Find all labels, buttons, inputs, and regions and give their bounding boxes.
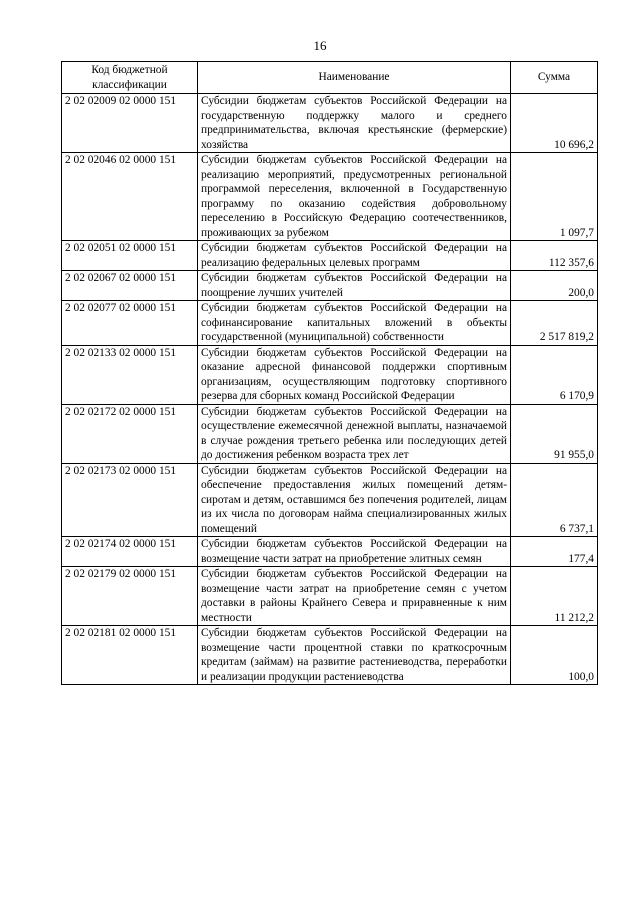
row-code: 2 02 02172 02 0000 151 bbox=[62, 404, 198, 463]
table-row bbox=[62, 567, 598, 626]
row-name: Субсидии бюджетам субъектов Российской Федерации на осуществление ежемесячной денежной выплаты, назначаемой в случае рождения третьего ребенка или последующих детей до достижения ребенком возраста трех лет bbox=[198, 404, 511, 463]
row-name: Субсидии бюджетам субъектов Российской Федерации на оказание адресной финансовой поддержки спортивным организациям, осуществляющим подготовку спортивного резерва для сборных команд Российской Федерации bbox=[198, 345, 511, 404]
row-code: 2 02 02009 02 0000 151 bbox=[62, 94, 198, 153]
row-sum: 1 097,7 bbox=[511, 153, 598, 241]
row-name: Субсидии бюджетам субъектов Российской Федерации на софинансирование капитальных вложений в объекты государственной (муниципальной) собственности bbox=[198, 301, 511, 346]
page-number: 16 bbox=[313, 38, 327, 53]
table-row bbox=[62, 537, 598, 567]
row-sum: 112 357,6 bbox=[511, 241, 598, 271]
table-row bbox=[62, 271, 598, 301]
table-row bbox=[62, 404, 598, 463]
table-row bbox=[62, 153, 598, 241]
table-row bbox=[62, 94, 598, 153]
row-sum: 10 696,2 bbox=[511, 94, 598, 153]
row-name: Субсидии бюджетам субъектов Российской Федерации на реализацию федеральных целевых программ bbox=[198, 241, 511, 271]
row-code: 2 02 02173 02 0000 151 bbox=[62, 463, 198, 537]
row-sum: 177,4 bbox=[511, 537, 598, 567]
row-name: Субсидии бюджетам субъектов Российской Федерации на реализацию мероприятий, предусмотренных региональной программой переселения, включенной в Государственную программу по оказанию содействия добровольному переселению в Российскую Федерацию соотечественников, проживающих за рубежом bbox=[198, 153, 511, 241]
table-row bbox=[62, 241, 598, 271]
row-code: 2 02 02051 02 0000 151 bbox=[62, 241, 198, 271]
row-name: Субсидии бюджетам субъектов Российской Федерации на возмещение части затрат на приобретение семян с учетом доставки в районы Крайнего Севера и приравненные к ним местности bbox=[198, 567, 511, 626]
row-code: 2 02 02181 02 0000 151 bbox=[62, 626, 198, 685]
row-code: 2 02 02179 02 0000 151 bbox=[62, 567, 198, 626]
row-name: Субсидии бюджетам субъектов Российской Федерации на возмещение части процентной ставки по краткосрочным кредитам (займам) на развитие растениеводства, переработки и реализации продукции растениеводства bbox=[198, 626, 511, 685]
row-code: 2 02 02133 02 0000 151 bbox=[62, 345, 198, 404]
row-name: Субсидии бюджетам субъектов Российской Федерации на поощрение лучших учителей bbox=[198, 271, 511, 301]
header-code: Код бюджетной классификации bbox=[62, 62, 198, 94]
row-code: 2 02 02046 02 0000 151 bbox=[62, 153, 198, 241]
row-sum: 6 170,9 bbox=[511, 345, 598, 404]
table-header-row bbox=[62, 62, 598, 94]
row-code: 2 02 02174 02 0000 151 bbox=[62, 537, 198, 567]
row-sum: 91 955,0 bbox=[511, 404, 598, 463]
table-row bbox=[62, 301, 598, 346]
row-sum: 6 737,1 bbox=[511, 463, 598, 537]
row-code: 2 02 02077 02 0000 151 bbox=[62, 301, 198, 346]
row-sum: 100,0 bbox=[511, 626, 598, 685]
row-code: 2 02 02067 02 0000 151 bbox=[62, 271, 198, 301]
row-name: Субсидии бюджетам субъектов Российской Федерации на обеспечение предоставления жилых помещений детям-сиротам и детям, оставшимся без попечения родителей, лицам из их числа по договорам найма специализированных жилых помещений bbox=[198, 463, 511, 537]
row-sum: 2 517 819,2 bbox=[511, 301, 598, 346]
budget-table bbox=[61, 61, 598, 685]
table-row bbox=[62, 626, 598, 685]
row-name: Субсидии бюджетам субъектов Российской Федерации на государственную поддержку малого и среднего предпринимательства, включая крестьянские (фермерские) хозяйства bbox=[198, 94, 511, 153]
row-sum: 200,0 bbox=[511, 271, 598, 301]
header-sum: Сумма bbox=[511, 62, 598, 94]
row-sum: 11 212,2 bbox=[511, 567, 598, 626]
header-name: Наименование bbox=[198, 62, 511, 94]
row-name: Субсидии бюджетам субъектов Российской Федерации на возмещение части затрат на приобретение элитных семян bbox=[198, 537, 511, 567]
table-row bbox=[62, 345, 598, 404]
table-row bbox=[62, 463, 598, 537]
